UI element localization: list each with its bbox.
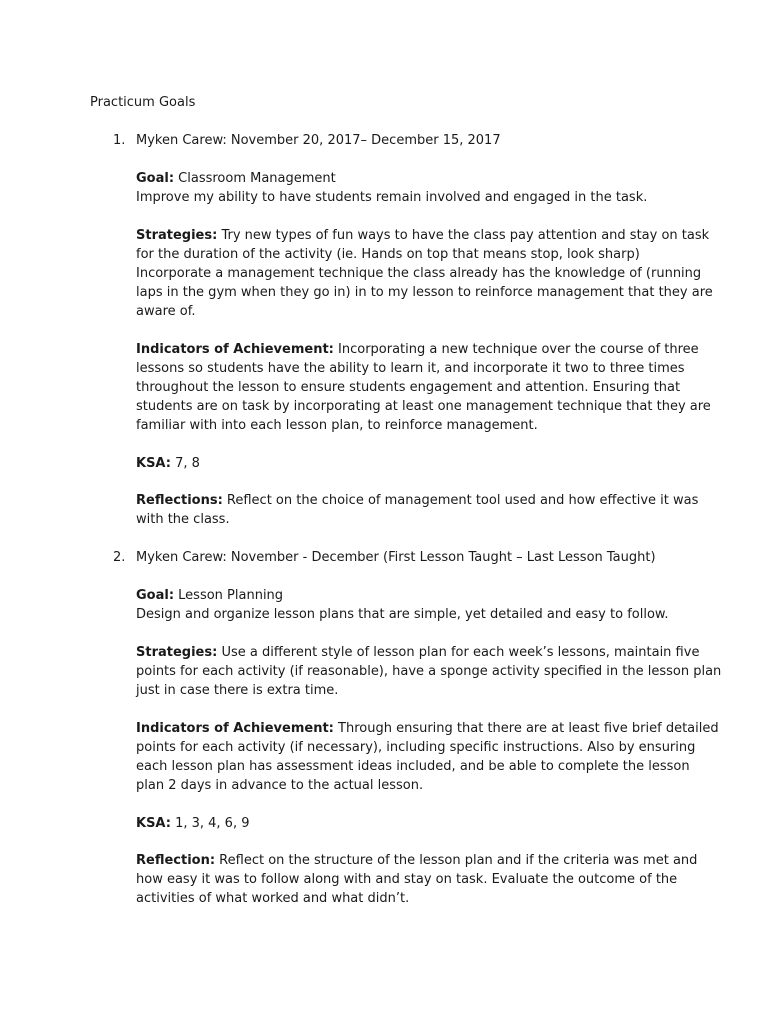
goal-value: Classroom Management bbox=[174, 171, 336, 186]
goal-2-indicators-line-1 bbox=[136, 719, 719, 738]
strategies-text: Try new types of fun ways to have the class pay attention and stay on task bbox=[217, 228, 710, 243]
goal-2-indicators-line-4: plan 2 days in advance to the actual lesson. bbox=[136, 778, 424, 793]
goal-1-indicators-line-2: lessons so students have the ability to learn it, and incorporate it two to three times bbox=[136, 361, 685, 376]
goal-2-reflection-line-2: how easy it was to follow along with and stay on task. Evaluate the outcome of the bbox=[136, 872, 678, 887]
goal-1-indicators-line-3: throughout the lesson to ensure students engagement and attention. Ensuring that bbox=[136, 380, 681, 395]
goal-1-header: Myken Carew: November 20, 2017– December 15, 2017 bbox=[136, 133, 501, 148]
goal-2-strategies-line-1 bbox=[136, 643, 699, 662]
goal-1-strategies-line-2: for the duration of the activity (ie. Hands on top that means stop, look sharp) bbox=[136, 247, 640, 262]
indicators-text: Through ensuring that there are at least five brief detailed bbox=[333, 721, 719, 736]
reflection-label: Reflections: bbox=[136, 493, 223, 508]
ksa-value: 1, 3, 4, 6, 9 bbox=[170, 816, 250, 831]
goal-1-strategies-line-1 bbox=[136, 226, 709, 245]
goal-2-header: Myken Carew: November - December (First Lesson Taught – Last Lesson Taught) bbox=[136, 550, 656, 565]
goal-2-goal-line bbox=[136, 586, 283, 605]
reflection-text: Reflect on the choice of management tool used and how effective it was bbox=[222, 493, 699, 508]
goal-1-indicators-line-4: students are on task by incorporating at least one management technique that they are bbox=[136, 399, 711, 414]
reflection-label: Reflection: bbox=[136, 853, 216, 868]
document-title: Practicum Goals bbox=[90, 95, 196, 110]
goal-value: Lesson Planning bbox=[174, 588, 284, 603]
ksa-value: 7, 8 bbox=[170, 456, 200, 471]
indicators-label: Indicators of Achievement: bbox=[136, 342, 334, 357]
goal-2-reflection-line-3: activities of what worked and what didn’t. bbox=[136, 891, 410, 906]
goal-1-strategies-line-3: Incorporate a management technique the class already has the knowledge of (running bbox=[136, 266, 702, 281]
goal-2-number: 2. bbox=[113, 550, 126, 565]
strategies-text: Use a different style of lesson plan for each week’s lessons, maintain five bbox=[217, 645, 700, 660]
goal-1-reflection-line-2: with the class. bbox=[136, 512, 230, 527]
goal-1-reflection-line-1 bbox=[136, 491, 698, 510]
goal-1-description: Improve my ability to have students remain involved and engaged in the task. bbox=[136, 190, 648, 205]
goal-2-reflection-line-1 bbox=[136, 851, 697, 870]
goal-2-strategies-line-3: just in case there is extra time. bbox=[136, 683, 339, 698]
goal-2-strategies-line-2: points for each activity (if reasonable), have a sponge activity specified in the lesson plan bbox=[136, 664, 722, 679]
goal-1-ksa bbox=[136, 454, 200, 473]
goal-2-indicators-line-3: each lesson plan has assessment ideas included, and be able to complete the lesson bbox=[136, 759, 690, 774]
ksa-label: KSA: bbox=[136, 456, 171, 471]
reflection-text: Reflect on the structure of the lesson plan and if the criteria was met and bbox=[215, 853, 698, 868]
ksa-label: KSA: bbox=[136, 816, 171, 831]
goal-2-indicators-line-2: points for each activity (if necessary), including specific instructions. Also by ensuring bbox=[136, 740, 696, 755]
goal-1-strategies-line-5: aware of. bbox=[136, 304, 196, 319]
goal-1-indicators-line-1 bbox=[136, 340, 699, 359]
goal-2-ksa bbox=[136, 814, 249, 833]
indicators-label: Indicators of Achievement: bbox=[136, 721, 334, 736]
strategies-label: Strategies: bbox=[136, 645, 218, 660]
goal-label: Goal: bbox=[136, 588, 175, 603]
goal-1-strategies-line-4: laps in the gym when they go in) in to my lesson to reinforce management that they are bbox=[136, 285, 713, 300]
indicators-text: Incorporating a new technique over the course of three bbox=[333, 342, 699, 357]
strategies-label: Strategies: bbox=[136, 228, 218, 243]
goal-2-description: Design and organize lesson plans that are simple, yet detailed and easy to follow. bbox=[136, 607, 669, 622]
goal-1-indicators-line-5: familiar with into each lesson plan, to reinforce management. bbox=[136, 418, 538, 433]
goal-1-number: 1. bbox=[113, 133, 126, 148]
goal-label: Goal: bbox=[136, 171, 175, 186]
goal-1-goal-line bbox=[136, 169, 336, 188]
